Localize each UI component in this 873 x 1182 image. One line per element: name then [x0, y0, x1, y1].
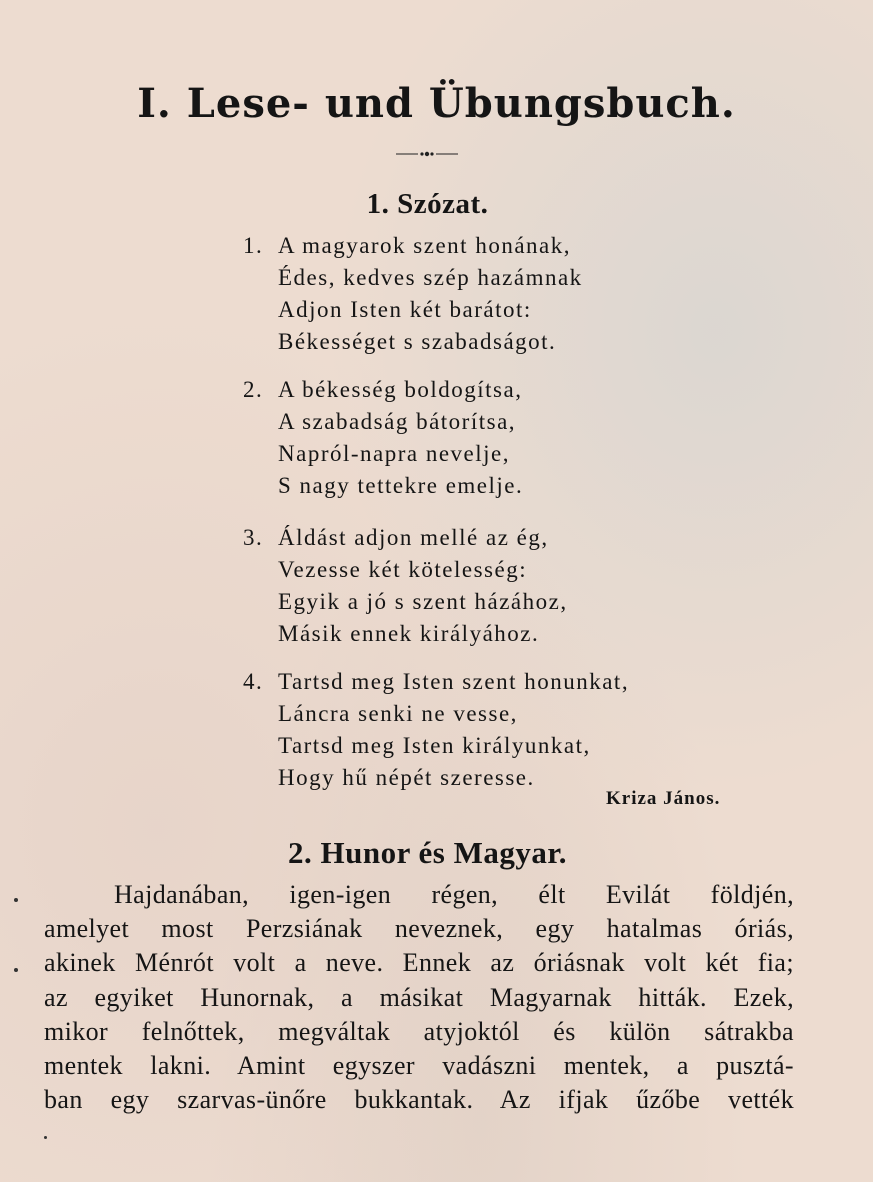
- prose-line: Hajdanában, igen-igen régen, élt Evilát földjén,: [114, 880, 794, 909]
- page-speck: [44, 1136, 47, 1139]
- stanza-number: 1.: [243, 233, 264, 258]
- stanza-number: 2.: [243, 377, 264, 402]
- stanza-number: 4.: [243, 669, 264, 694]
- poem-line-text: Vezesse két kötelesség:: [278, 557, 528, 582]
- poem-line-text: S nagy tettekre emelje.: [278, 473, 524, 498]
- poem-line-text: Tartsd meg Isten szent honunkat,: [278, 669, 630, 694]
- poem-line-text: A magyarok szent honának,: [278, 233, 571, 258]
- stanza-number: 3.: [243, 525, 264, 550]
- section-title: 2. Hunor és Magyar.: [287, 835, 568, 870]
- poem-line-text: Napról-napra nevelje,: [278, 441, 511, 466]
- divider-ornament: [396, 150, 458, 158]
- prose-line: amelyet most Perzsiának neveznek, egy hatalmas óriás,: [44, 914, 794, 944]
- poem-line-text: Egyik a jó s szent házához,: [278, 589, 568, 614]
- prose-paragraph: [44, 878, 794, 1117]
- poem-line-text: Tartsd meg Isten királyunkat,: [278, 733, 591, 758]
- poem-title: 1. Szózat.: [366, 188, 489, 220]
- poem-line-text: Édes, kedves szép hazámnak: [278, 265, 583, 290]
- page-speck: [14, 898, 18, 902]
- poem-line-text: A békesség boldogítsa,: [278, 377, 523, 402]
- poem-line-text: Láncra senki ne vesse,: [278, 701, 518, 726]
- prose-line: mikor felnőttek, megváltak atyjoktól és külön sátrakba: [44, 1016, 794, 1046]
- poem-line-text: Békességet s szabadságot.: [278, 329, 557, 354]
- poem-author: Kriza János.: [606, 788, 721, 809]
- poem-line-text: Másik ennek királyához.: [278, 621, 540, 646]
- page-speck: [14, 968, 18, 972]
- prose-line: akinek Ménrót volt a neve. Ennek az óriásnak volt két fia;: [44, 948, 794, 978]
- poem-line-text: Áldást adjon mellé az ég,: [278, 525, 549, 550]
- prose-line: az egyiket Hunornak, a másikat Magyarnak hitták. Ezek,: [44, 982, 794, 1012]
- poem-line-text: A szabadság bátorítsa,: [278, 409, 517, 434]
- prose-line: ban egy szarvas-ünőre bukkantak. Az ifjak űzőbe vették: [44, 1085, 794, 1115]
- main-title: I. Lese- und Übungsbuch.: [137, 80, 736, 127]
- prose-line: mentek lakni. Amint egyszer vadászni mentek, a pusztá-: [44, 1050, 794, 1080]
- poem-line-text: Hogy hű népét szeresse.: [278, 765, 535, 790]
- poem-line-text: Adjon Isten két barátot:: [278, 297, 532, 322]
